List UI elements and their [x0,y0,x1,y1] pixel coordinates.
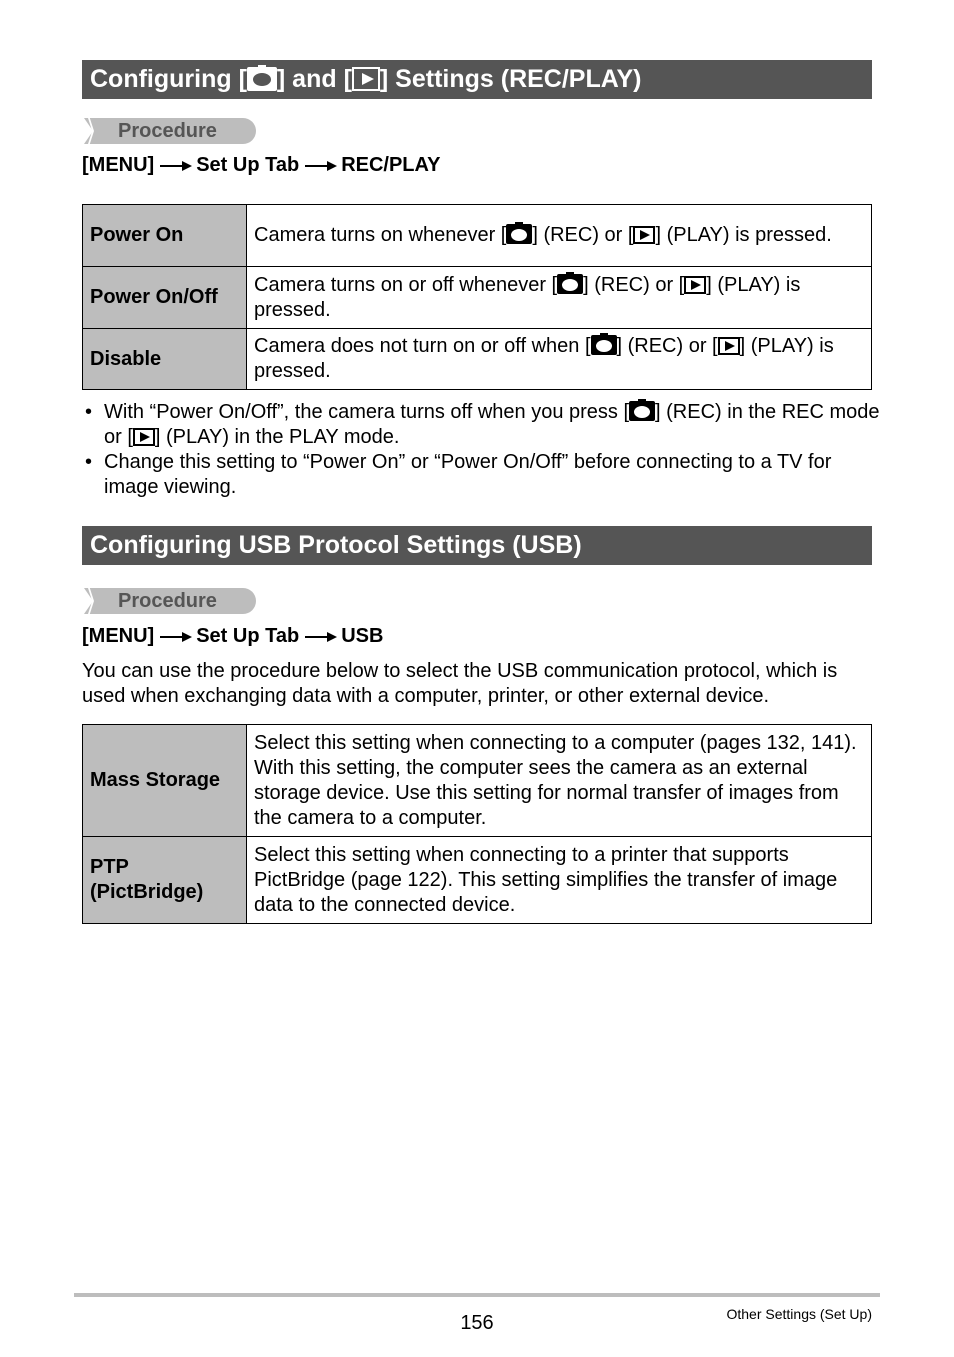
table-row [83,267,872,329]
setting-description: Camera does not turn on or off when [ ] (REC) or [ ] (PLAY) is pressed. [247,329,872,390]
usb-intro-text: You can use the procedure below to select the USB communication protocol, which is used when exchanging data with a computer, printer, or other external device. [82,660,838,707]
setting-key: Disable [83,329,247,390]
setting-key: Power On [83,205,247,267]
play-icon [718,337,740,355]
list-item: • With “Power On/Off”, the camera turns off when you press [ ] (REC) in the REC mode or [ ] (PLAY) in the PLAY mode. [82,400,882,450]
menu-path: [MENU] Set Up Tab REC/PLAY [82,154,441,176]
camera-icon [629,401,655,421]
page-number: 156 [460,1312,494,1334]
procedure-badge [84,588,256,614]
camera-icon [557,274,583,294]
table-row [83,329,872,390]
table-row [83,205,872,267]
table-row [83,725,872,837]
camera-icon [247,67,277,91]
arrow-icon [303,630,337,644]
table-row [83,837,872,924]
setting-description: Select this setting when connecting to a printer that supports PictBridge (page 122). This setting simplifies the transfer of image data to the connected device. [247,837,872,924]
procedure-label: Procedure [118,590,217,612]
list-item: • Change this setting to “Power On” or “Power On/Off” before connecting to a TV for image viewing. [82,450,882,500]
setting-key: PTP (PictBridge) [83,837,247,924]
procedure-badge [84,118,256,144]
setting-description: Camera turns on or off whenever [ ] (REC) or [ ] (PLAY) is pressed. [247,267,872,329]
play-icon [133,428,155,446]
camera-icon [591,335,617,355]
arrow-icon [158,630,192,644]
notes-list [82,400,882,500]
footer-divider [74,1293,880,1297]
section-title-rec-play: Configuring [ ] and [ ] Settings (REC/PLAY) [82,60,872,99]
camera-icon [506,224,532,244]
footer-section-label: Other Settings (Set Up) [726,1306,872,1322]
play-icon [633,226,655,244]
menu-path: [MENU] Set Up Tab USB [82,625,384,647]
setting-description: Select this setting when connecting to a computer (pages 132, 141). With this setting, the computer sees the camera as an external storage device. Use this setting for normal transfer of images from the camera to a computer. [247,725,872,837]
usb-settings-table [82,724,872,924]
arrow-icon [303,159,337,173]
play-icon [684,276,706,294]
play-icon [352,67,380,91]
rec-play-settings-table [82,204,872,390]
arrow-icon [158,159,192,173]
setting-description: Camera turns on whenever [ ] (REC) or [ ] (PLAY) is pressed. [247,205,872,267]
setting-key: Mass Storage [83,725,247,837]
procedure-label: Procedure [118,120,217,142]
section-title-usb: Configuring USB Protocol Settings (USB) [82,526,872,565]
setting-key: Power On/Off [83,267,247,329]
